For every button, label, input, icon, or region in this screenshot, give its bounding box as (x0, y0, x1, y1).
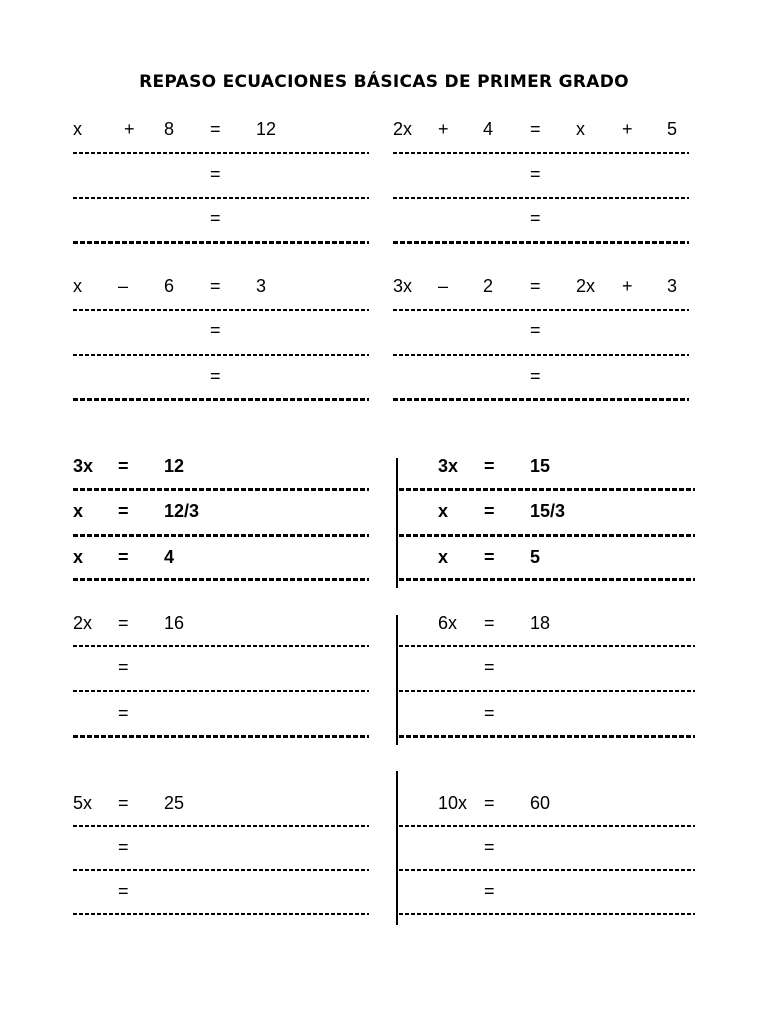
dashed-line (393, 152, 689, 154)
equals-sign: = (484, 657, 495, 677)
operator: – (118, 276, 129, 296)
dashed-line (393, 309, 689, 311)
term: 3 (256, 276, 267, 296)
term: 2x (576, 276, 596, 296)
equals-sign: = (118, 456, 129, 476)
term: x (73, 276, 82, 296)
equals-sign: = (210, 366, 221, 386)
operator: + (438, 119, 449, 139)
equals-sign: = (530, 320, 541, 340)
dashed-line-bold (393, 398, 689, 401)
term: 6x (438, 613, 458, 633)
worksheet-title: REPASO ECUACIONES BÁSICAS DE PRIMER GRADO (139, 72, 629, 92)
equals-sign: = (484, 837, 495, 857)
equals-sign: = (484, 793, 495, 813)
term: 2x (393, 119, 413, 139)
term: 2x (73, 613, 93, 633)
term: 8 (164, 119, 175, 139)
term: 5x (73, 793, 93, 813)
equals-sign: = (530, 208, 541, 228)
dashed-line (73, 354, 369, 356)
term: 5 (530, 547, 541, 567)
term: x (438, 501, 449, 521)
equals-sign: = (118, 881, 129, 901)
equals-sign: = (530, 164, 541, 184)
operator: + (124, 119, 135, 139)
equals-sign: = (118, 703, 129, 723)
dashed-line-bold (399, 488, 695, 491)
term: x (438, 547, 449, 567)
equals-sign: = (118, 793, 129, 813)
equals-sign: = (484, 881, 495, 901)
equals-sign: = (484, 613, 495, 633)
term: x (73, 119, 82, 139)
term: 60 (530, 793, 551, 813)
dashed-line-bold (73, 241, 369, 244)
equals-sign: = (210, 119, 221, 139)
equals-sign: = (118, 613, 129, 633)
equals-sign: = (484, 501, 495, 521)
term: 3x (73, 456, 94, 476)
equals-sign: = (118, 657, 129, 677)
term: 5 (667, 119, 678, 139)
operator: + (622, 119, 633, 139)
operator: – (438, 276, 449, 296)
term: 3x (393, 276, 413, 296)
dashed-line (73, 825, 369, 827)
dashed-line-bold (73, 398, 369, 401)
dashed-line (393, 354, 689, 356)
dashed-line (73, 690, 369, 692)
dashed-line-bold (393, 241, 689, 244)
term: 18 (530, 613, 551, 633)
dashed-line (399, 825, 695, 827)
equals-sign: = (118, 837, 129, 857)
equals-sign: = (530, 276, 541, 296)
term: 12/3 (164, 501, 200, 521)
equals-sign: = (530, 119, 541, 139)
term: 2 (483, 276, 494, 296)
dashed-line (73, 152, 369, 154)
term: x (73, 547, 84, 567)
term: 16 (164, 613, 185, 633)
column-divider (396, 458, 398, 588)
equals-sign: = (118, 547, 129, 567)
dashed-line (399, 645, 695, 647)
dashed-line (73, 309, 369, 311)
dashed-line-bold (73, 534, 369, 537)
term: 15 (530, 456, 551, 476)
term: 4 (164, 547, 175, 567)
dashed-line (399, 690, 695, 692)
equals-sign: = (484, 456, 495, 476)
dashed-line (399, 869, 695, 871)
term: 4 (483, 119, 494, 139)
term: 15/3 (530, 501, 566, 521)
dashed-line (73, 869, 369, 871)
dashed-line (399, 913, 695, 915)
equals-sign: = (210, 164, 221, 184)
term: x (576, 119, 585, 139)
equals-sign: = (530, 366, 541, 386)
term: 3x (438, 456, 459, 476)
equals-sign: = (210, 320, 221, 340)
dashed-line-bold (399, 534, 695, 537)
equals-sign: = (484, 703, 495, 723)
dashed-line-bold (73, 735, 369, 738)
dashed-line-bold (399, 735, 695, 738)
dashed-line-bold (399, 578, 695, 581)
term: 12 (256, 119, 277, 139)
term: 3 (667, 276, 678, 296)
term: 10x (438, 793, 468, 813)
dashed-line (73, 913, 369, 915)
term: 12 (164, 456, 185, 476)
equals-sign: = (210, 276, 221, 296)
dashed-line (393, 197, 689, 199)
dashed-line (73, 645, 369, 647)
dashed-line-bold (73, 578, 369, 581)
equals-sign: = (118, 501, 129, 521)
equals-sign: = (210, 208, 221, 228)
dashed-line-bold (73, 488, 369, 491)
dashed-line (73, 197, 369, 199)
column-divider (396, 615, 398, 745)
term: x (73, 501, 84, 521)
equals-sign: = (484, 547, 495, 567)
operator: + (622, 276, 633, 296)
column-divider (396, 771, 398, 925)
term: 25 (164, 793, 185, 813)
term: 6 (164, 276, 175, 296)
